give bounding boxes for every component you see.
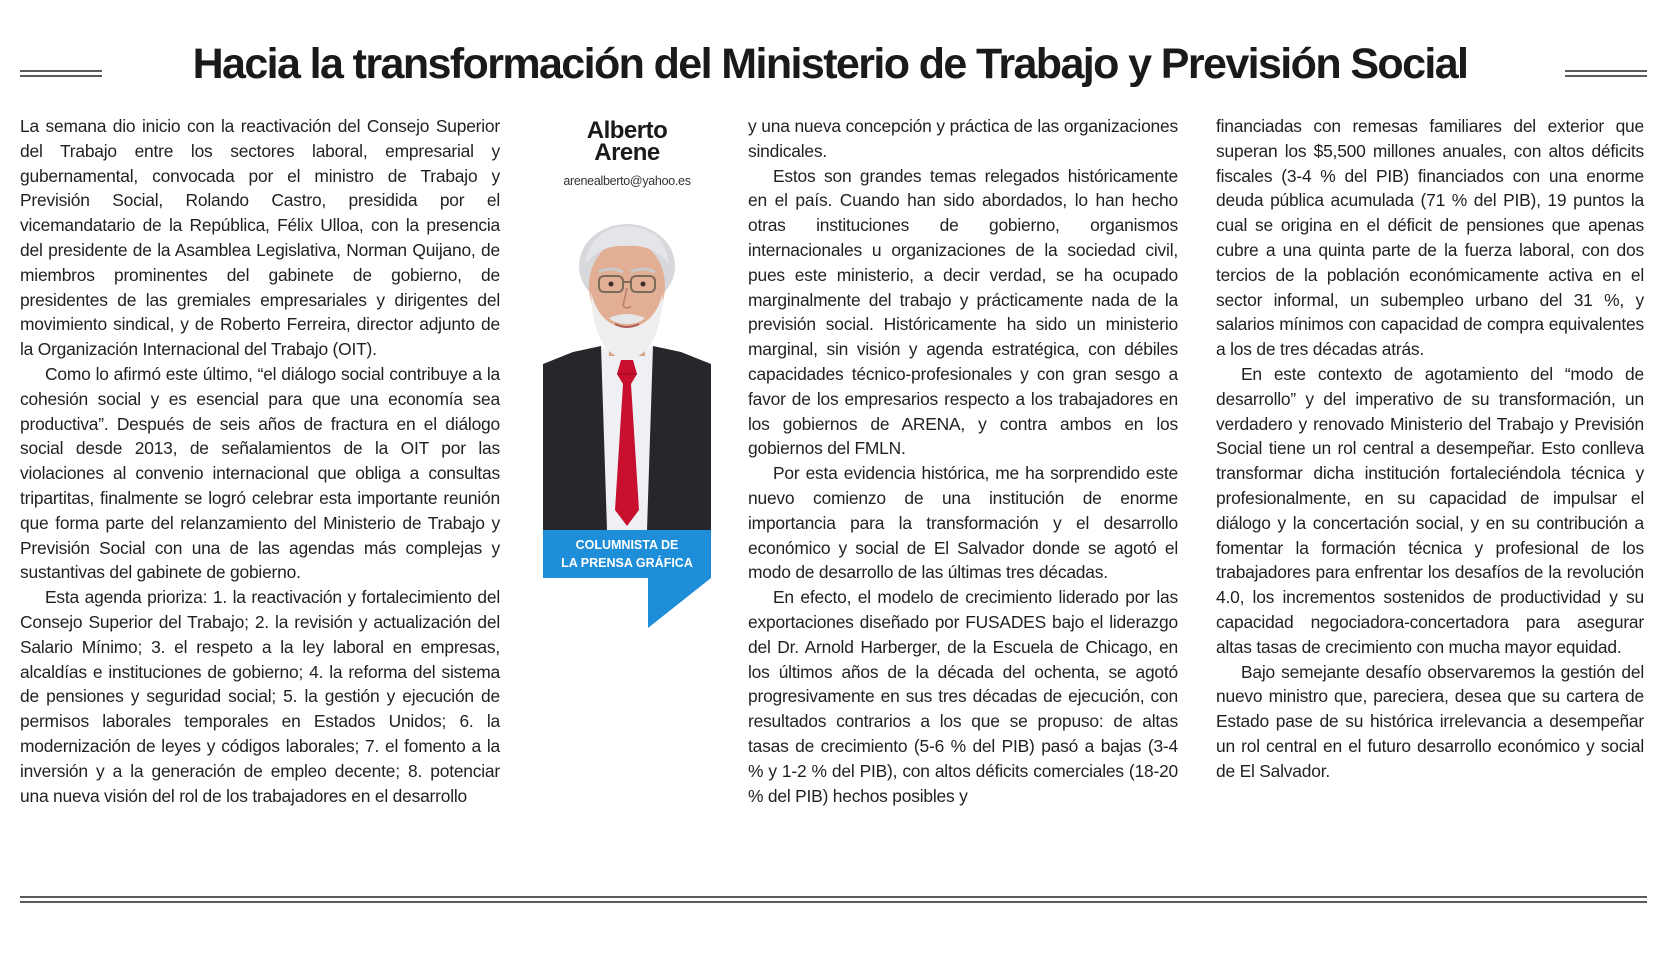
badge-line-1: COLUMNISTA DE bbox=[575, 538, 679, 552]
paragraph: Estos son grandes temas relegados históricamente en el país. Cuando han sido abordados, lo han hecho otras instituciones de gobierno, organismos internacionales u organizaciones de la sociedad civil, pues este ministerio, a decir verdad, se ha ocupado marginalmente del trabajo y prácticamente nada de la previsión social. Históricamente ha sido un ministerio marginal, sin visión y agenda estratégica, con débiles capacidades técnico-profesionales y con gran sesgo a favor de los empresarios respecto a los trabajadores en los gobiernos de ARENA, y contra ambos en los gobiernos del FMLN. bbox=[748, 165, 1178, 459]
paragraph: Por esta evidencia histórica, me ha sorprendido este nuevo comienzo de una institución de enorme importancia para la transformación y el desarrollo económico y social de El Salvador donde se agotó el modo de desarrollo de las últimas tres décadas. bbox=[748, 463, 1178, 583]
article-column-2 bbox=[748, 114, 1178, 808]
columnist-badge bbox=[543, 530, 711, 578]
paragraph: financiadas con remesas familiares del exterior que superan los $5,500 millones anuales, con altos déficits fiscales (3-4 % del PIB) financiados con una enorme deuda pública acumulada (71 % del PIB), 19 puntos la cual se origina en el déficit de pensiones que apenas cubre a una quinta parte de la fuerza laboral, con dos tercios de la población económicamente activa en el sector informal, un subempleo urbano del 31 %, y salarios mínimos con capacidad de compra equivalentes a los de tres décadas atrás. bbox=[1216, 116, 1644, 360]
title-rule-right bbox=[1565, 70, 1647, 77]
paragraph: La semana dio inicio con la reactivación del Consejo Superior del Trabajo entre los sectores laboral, empresarial y gubernamental, convocada por el ministro de Trabajo y Previsión Social, Rolando Castro, presidida por el vicemandatario de la República, Félix Ulloa, con la presencia del presidente de la Asamblea Legislativa, Norman Quijano, de miembros prominentes del gabinete de gobierno, de presidentes de las gremiales empresariales y dirigentes del movimiento sindical, y de Roberto Ferreira, director adjunto de la Organización Internacional del Trabajo (OIT). bbox=[20, 116, 500, 360]
paragraph: Como lo afirmó este último, “el diálogo social contribuye a la cohesión social y es esencial para que una economía sea productiva”. Después de seis años de fractura en el diálogo social desde 2013, de señalamientos de la OIT por las violaciones al convenio internacional que obliga a consultas tripartitas, finalmente se logró celebrar esta importante reunión que forma parte del relanzamiento del Ministerio de Trabajo y Previsión Social con una de las agendas más complejas y sustantivas del gabinete de gobierno. bbox=[20, 363, 500, 583]
badge-line-2: LA PRENSA GRÁFICA bbox=[561, 556, 693, 570]
bottom-rule bbox=[20, 896, 1647, 903]
badge-tail-shape bbox=[648, 578, 711, 628]
paragraph: y una nueva concepción y práctica de las organizaciones sindicales. bbox=[748, 116, 1178, 161]
article-column-1 bbox=[20, 114, 500, 808]
article-column-3 bbox=[1216, 114, 1644, 784]
paragraph: Bajo semejante desafío observaremos la gestión del nuevo ministro que, pareciera, desea que su cartera de Estado pase de su histórica irrelevancia a desempeñar un rol central en el futuro desarrollo económico y social de El Salvador. bbox=[1216, 661, 1644, 781]
title-rule-left bbox=[20, 70, 102, 77]
author-email: arenealberto@yahoo.es bbox=[563, 174, 691, 188]
author-byline bbox=[543, 117, 711, 188]
paragraph: En efecto, el modelo de crecimiento liderado por las exportaciones diseñado por FUSADES bajo el liderazgo del Dr. Arnold Harberger, de la Escuela de Chicago, en los últimos años de la década del ochenta, se agotó progresivamente en sus tres décadas de ejecución, con resultados contrarios a los que se propuso: de altas tasas de crecimiento (5-6 % del PIB) pasó a bajas (3-4 % y 1-2 % del PIB), con altos déficits comerciales (18-20 % del PIB) hechos posibles y bbox=[748, 587, 1178, 806]
author-first-name: Alberto bbox=[586, 117, 668, 144]
article-title: Hacia la transformación del Ministerio de Trabajo y Previsión Social bbox=[192, 40, 1468, 88]
paragraph: En este contexto de agotamiento del “modo de desarrollo” y del imperativo de su transformación, un verdadero y renovado Ministerio del Trabajo y Previsión Social tiene un rol central a desempeñar. Esto conlleva transformar dicha institución fortaleciéndola técnica y profesionalmente, en su capacidad de impulsar el diálogo y la concertación social, y en su contribución a fomentar la formación técnica y profesional de los trabajadores para enfrentar los desafíos de la revolución 4.0, los incrementos sostenidos de productividad y su capacidad negociadora-concertadora para asegurar altas tasas de crecimiento con mucha mayor equidad. bbox=[1216, 363, 1644, 657]
paragraph: Esta agenda prioriza: 1. la reactivación y fortalecimiento del Consejo Superior del Trabajo; 2. la revisión y actualización del Salario Mínimo; 3. el respeto a la ley laboral en empresas, alcaldías e instituciones de gobierno; 4. la reforma del sistema de pensiones y seguridad social; 5. la gestión y ejecución de permisos laborales temporales en Estados Unidos; 6. la modernización de leyes y códigos laborales; 7. el fomento a la inversión y a la generación de empleo decente; 8. potenciar una nueva visión del rol de los trabajadores en el desarrollo bbox=[20, 587, 500, 806]
author-portrait bbox=[543, 214, 711, 530]
author-last-name: Arene bbox=[594, 139, 660, 166]
